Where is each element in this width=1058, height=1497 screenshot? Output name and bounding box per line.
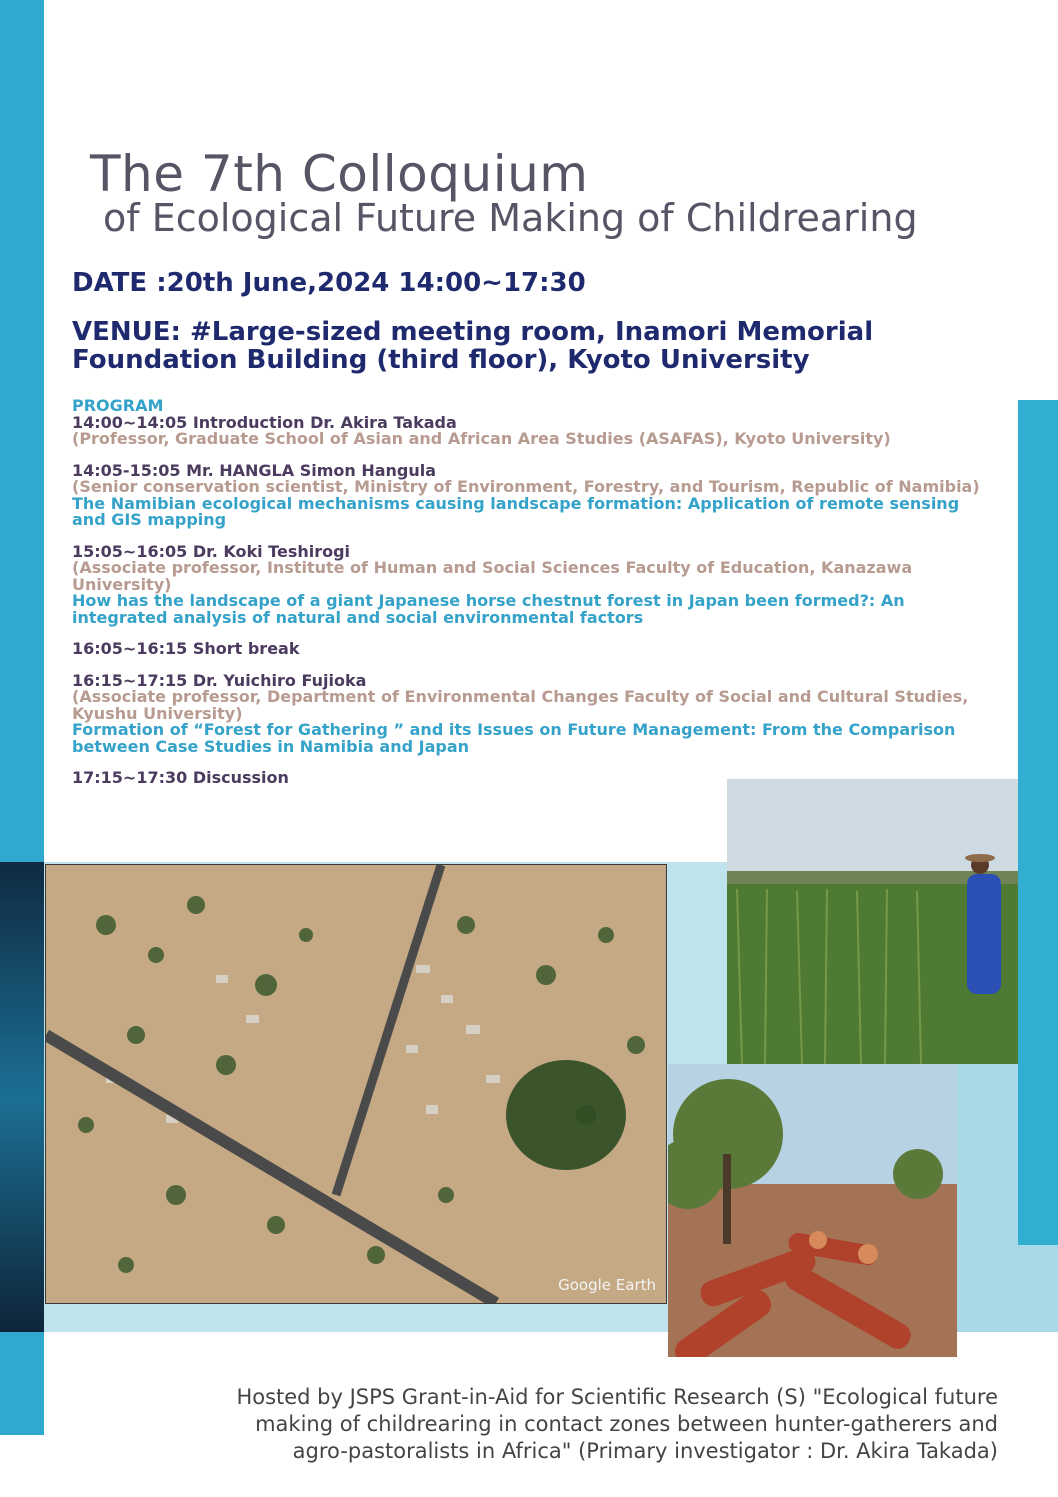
map-watermark: Google Earth (558, 1276, 656, 1294)
session-title: The Namibian ecological mechanisms causing landscape formation: Application of remote sensing and GIS mapping (72, 493, 960, 529)
session-affiliation: (Associate professor, Department of Environmental Changes Faculty of Social and Cultural Studies, Kyushu University) (72, 687, 969, 723)
event-venue (72, 318, 1002, 374)
hosted-line: making of childrearing in contact zones between hunter-gatherers and (255, 1412, 998, 1436)
program-session (72, 412, 997, 448)
program-section (72, 398, 997, 787)
program-session (72, 641, 997, 658)
right-accent-bar (1018, 400, 1058, 1245)
hosted-line: Hosted by JSPS Grant-in-Aid for Scientific Research (S) "Ecological future (236, 1385, 998, 1409)
page-subtitle: of Ecological Future Making of Childrearing (103, 196, 918, 240)
aerial-map-photo (45, 864, 667, 1304)
cut-logs-photo (668, 1064, 957, 1357)
session-time-speaker: 16:15~17:15 Dr. Yuichiro Fujioka (72, 670, 367, 690)
session-time-speaker: 14:00~14:05 Introduction Dr. Akira Takada (72, 412, 457, 432)
program-session (72, 670, 997, 756)
session-affiliation: (Senior conservation scientist, Ministry of Environment, Forestry, and Tourism, Republic of Namibia) (72, 477, 980, 496)
hosted-line: agro-pastoralists in Africa" (Primary investigator : Dr. Akira Takada) (292, 1439, 998, 1463)
dark-swirl-decoration (0, 862, 44, 1332)
millet-field-photo (727, 779, 1018, 1064)
session-affiliation: (Associate professor, Institute of Human and Social Sciences Faculty of Education, Kanazawa University) (72, 558, 913, 594)
session-affiliation: (Professor, Graduate School of Asian and African Area Studies (ASAFAS), Kyoto University) (72, 429, 891, 448)
session-time-speaker: 16:05~16:15 Short break (72, 639, 300, 658)
event-date: DATE :20th June,2024 14:00~17:30 (72, 268, 586, 298)
page-title: The 7th Colloquium (90, 145, 589, 203)
session-time-speaker: 17:15~17:30 Discussion (72, 768, 289, 787)
program-session (72, 541, 997, 627)
session-time-speaker: 14:05-15:05 Mr. HANGLA Simon Hangula (72, 460, 437, 480)
session-title: How has the landscape of a giant Japanese horse chestnut forest in Japan been formed?: An integrated analysis of natural and social environmental factors (72, 591, 905, 627)
session-time-speaker: 15:05~16:05 Dr. Koki Teshirogi (72, 541, 351, 561)
venue-line: VENUE: #Large-sized meeting room, Inamori Memorial (72, 317, 874, 347)
hosted-by-note (150, 1384, 998, 1465)
program-session (72, 460, 997, 529)
program-heading: PROGRAM (72, 396, 164, 415)
session-title: Formation of “Forest for Gathering ” and its Issues on Future Management: From the Comparison between Case Studies in Namibia and Japan (72, 720, 956, 756)
venue-line: Foundation Building (third floor), Kyoto University (72, 345, 810, 375)
